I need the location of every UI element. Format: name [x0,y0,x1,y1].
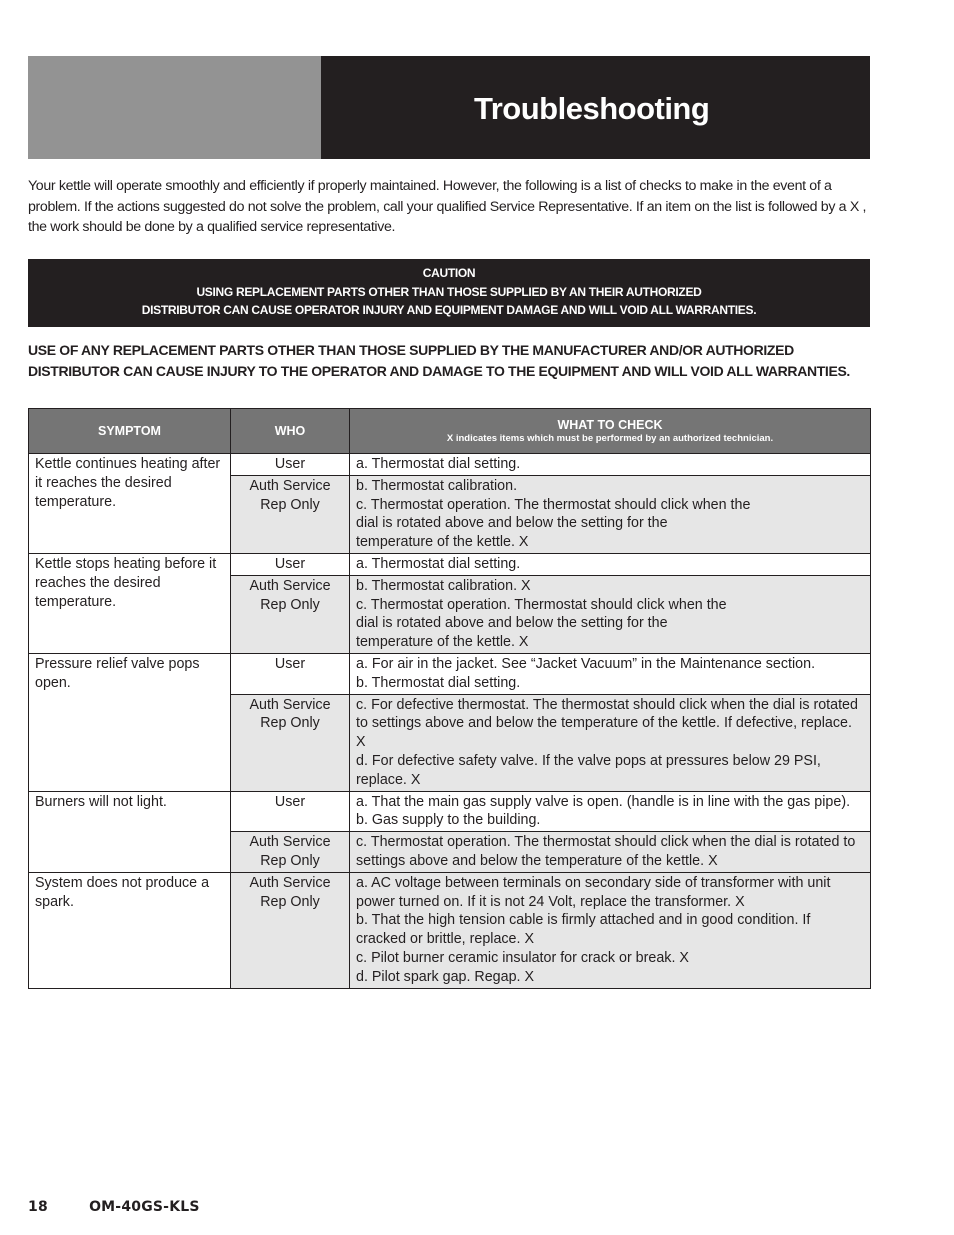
check-cell [350,653,871,694]
check-line: a. For air in the jacket. See “Jacket Vacuum” in the Maintenance section. [356,655,816,672]
who-line: Auth Service [249,696,331,713]
check-line: a. AC voltage between terminals on secondary side of transformer with unit power turned on. If it is not 24 Volt, replace the transformer. X [356,874,831,910]
who-line: Rep Only [260,496,320,513]
check-line: b. Thermostat dial setting. [356,674,521,691]
table-body [29,454,871,989]
check-cell [350,454,871,476]
symptom-cell: Pressure relief valve pops open. [29,653,231,791]
check-line: temperature of the kettle. X [356,534,529,551]
check-cell [350,791,871,832]
page-title: Troubleshooting [474,91,710,126]
who-line: User [274,655,306,672]
check-line: dial is rotated above and below the setting for the [356,615,668,632]
table-row [29,454,871,476]
caution-box [28,259,870,327]
warning-paragraph: USE OF ANY REPLACEMENT PARTS OTHER THAN THOSE SUPPLIED BY THE MANUFACTURER AND/OR AUTHORIZED DISTRIBUTOR CAN CAUSE INJURY TO THE OPERATOR AND DAMAGE TO THE EQUIPMENT AND WILL VOID ALL WARRANTIES. [28,342,850,379]
header-who: WHO [231,409,350,454]
who-line: Rep Only [260,893,320,910]
who-line: Auth Service [249,477,331,494]
who-line: Auth Service [249,874,331,891]
header-banner [28,56,870,159]
check-line: c. Thermostat operation. Thermostat should click when the [356,596,727,613]
check-cell [350,694,871,791]
who-cell [231,475,350,553]
table-row [29,653,871,694]
header-what-to-check-note: X indicates items which must be performed by an authorized technician. [446,433,774,444]
who-cell [231,872,350,988]
check-line: c. Thermostat operation. The thermostat should click when the dial is rotated to settings above and below the temperature of the kettle. X [356,834,856,869]
symptom-cell: Burners will not light. [29,791,231,872]
check-line: d. Pilot spark gap. Regap. X [356,968,535,985]
table-row [29,791,871,832]
caution-heading: CAUTION [422,266,476,280]
who-line: Auth Service [249,577,331,594]
table-row [29,553,871,575]
check-line: c. Thermostat operation. The thermostat should click when the [356,496,751,513]
who-line: User [274,555,306,572]
who-cell [231,832,350,873]
check-cell [350,872,871,988]
who-cell [231,694,350,791]
who-line: Rep Only [260,596,320,613]
check-line: b. Thermostat calibration. X [356,577,531,594]
caution-line-1: USING REPLACEMENT PARTS OTHER THAN THOSE SUPPLIED BY AN THEIR AUTHORIZED [196,284,702,299]
intro-paragraph: Your kettle will operate smoothly and efficiently if properly maintained. However, the following is a list of checks to make in the event of a problem. If the actions suggested do not solve the problem, call your qualified Service Representative. If an item on the list is followed by a X , the work should be done by a qualified service representative. [28,178,867,235]
header-what-to-check-label: WHAT TO CHECK [557,418,663,432]
page-number: 18 [28,1199,48,1215]
check-line: c. Pilot burner ceramic insulator for crack or break. X [356,949,689,966]
check-cell [350,475,871,553]
who-cell [231,553,350,575]
check-line: b. Thermostat calibration. [356,477,518,494]
header-what-to-check [350,409,871,454]
table-header-row [29,409,871,454]
troubleshooting-table [28,408,871,989]
model-number: OM-40GS-KLS [89,1199,200,1215]
symptom-cell: Kettle continues heating after it reaches the desired temperature. [29,454,231,554]
symptom-cell: Kettle stops heating before it reaches the desired temperature. [29,553,231,653]
check-line: c. For defective thermostat. The thermostat should click when the dial is rotated to settings above and below the temperature of the kettle. If defective, replace. X [356,696,858,751]
who-cell [231,791,350,832]
check-line: dial is rotated above and below the setting for the [356,515,668,532]
check-cell [350,832,871,873]
who-line: User [274,793,306,810]
who-line: Rep Only [260,715,320,732]
check-line: a. Thermostat dial setting. [356,555,521,572]
who-cell [231,454,350,476]
who-cell [231,653,350,694]
caution-line-2: DISTRIBUTOR CAN CAUSE OPERATOR INJURY AND EQUIPMENT DAMAGE AND WILL VOID ALL WARRANTIES. [141,303,757,317]
banner-gray-block [28,56,321,159]
symptom-cell: System does not produce a spark. [29,872,231,988]
who-cell [231,575,350,653]
who-line: Auth Service [249,834,331,851]
check-line: temperature of the kettle. X [356,634,529,651]
check-line: a. Thermostat dial setting. [356,456,521,472]
check-line: b. That the high tension cable is firmly attached and in good condition. If cracked or brittle, replace. X [356,912,811,948]
header-symptom: SYMPTOM [29,409,231,454]
page-footer [28,1199,200,1215]
check-line: b. Gas supply to the building. [356,812,541,829]
who-line: User [274,456,306,472]
check-line: a. That the main gas supply valve is open. (handle is in line with the gas pipe). [356,793,851,810]
check-line: d. For defective safety valve. If the valve pops at pressures below 29 PSI, replace. X [356,752,821,788]
check-cell [350,553,871,575]
banner-black-block [321,56,870,159]
check-cell [350,575,871,653]
table-row [29,872,871,988]
who-line: Rep Only [260,852,320,869]
